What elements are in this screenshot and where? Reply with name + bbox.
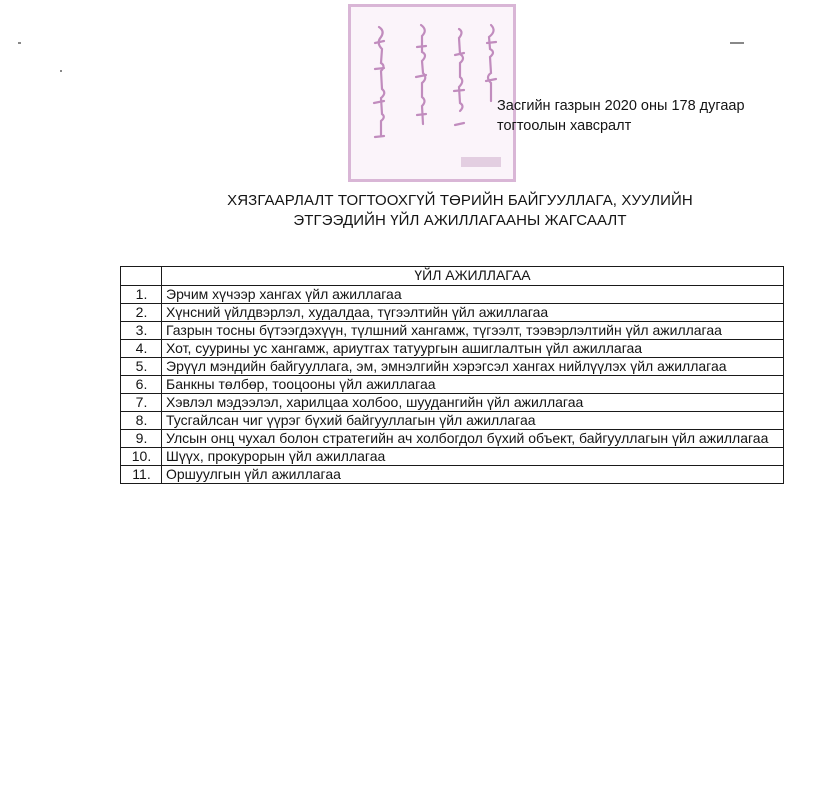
document-title xyxy=(100,191,820,231)
row-number: 10. xyxy=(121,448,162,466)
row-activity: Эрүүл мэндийн байгууллага, эм, эмнэлгийн хэрэгсэл хангах нийлүүлэх үйл ажиллагаа xyxy=(162,358,784,376)
row-number: 3. xyxy=(121,322,162,340)
table-row xyxy=(121,286,784,304)
row-activity: Хүнсний үйлдвэрлэл, худалдаа, түгээлтийн үйл ажиллагаа xyxy=(162,304,784,322)
table-row xyxy=(121,430,784,448)
row-activity: Улсын онц чухал болон стратегийн ач холбогдол бүхий объект, байгууллагын үйл ажиллагаа xyxy=(162,430,784,448)
header-number-cell xyxy=(121,267,162,286)
scan-speck xyxy=(730,42,744,44)
table-row xyxy=(121,340,784,358)
scan-speck xyxy=(18,42,21,44)
row-activity: Газрын тосны бүтээгдэхүүн, түлшний хангамж, түгээлт, тээвэрлэлтийн үйл ажиллагаа xyxy=(162,322,784,340)
table-row xyxy=(121,358,784,376)
row-activity: Эрчим хүчээр хангах үйл ажиллагаа xyxy=(162,286,784,304)
title-line-2: ЭТГЭЭДИЙН ҮЙЛ АЖИЛЛАГААНЫ ЖАГСААЛТ xyxy=(293,212,627,229)
table-row xyxy=(121,322,784,340)
row-activity: Хот, суурины ус хангамж, ариутгах татуургын ашиглалтын үйл ажиллагаа xyxy=(162,340,784,358)
official-seal-stamp xyxy=(348,4,516,182)
row-number: 8. xyxy=(121,412,162,430)
annex-line-2: тогтоолын хавсралт xyxy=(497,118,632,134)
table-row xyxy=(121,394,784,412)
table-row xyxy=(121,448,784,466)
seal-script-icon xyxy=(351,7,513,179)
row-activity: Тусгайлсан чиг үүрэг бүхий байгууллагын үйл ажиллагаа xyxy=(162,412,784,430)
row-number: 9. xyxy=(121,430,162,448)
table-row xyxy=(121,412,784,430)
scan-speck xyxy=(60,70,62,72)
row-number: 1. xyxy=(121,286,162,304)
row-number: 11. xyxy=(121,466,162,484)
row-activity: Хэвлэл мэдээлэл, харилцаа холбоо, шуудангийн үйл ажиллагаа xyxy=(162,394,784,412)
row-activity: Банкны төлбөр, тооцооны үйл ажиллагаа xyxy=(162,376,784,394)
row-number: 4. xyxy=(121,340,162,358)
row-activity: Шүүх, прокурорын үйл ажиллагаа xyxy=(162,448,784,466)
row-number: 2. xyxy=(121,304,162,322)
annex-note xyxy=(497,96,797,136)
header-activity-cell: ҮЙЛ АЖИЛЛАГАА xyxy=(162,267,784,286)
table-row xyxy=(121,376,784,394)
table-row xyxy=(121,304,784,322)
table-row xyxy=(121,466,784,484)
title-line-1: ХЯЗГААРЛАЛТ ТОГТООХГҮЙ ТӨРИЙН БАЙГУУЛЛАГА, ХУУЛИЙН xyxy=(227,192,693,209)
activities-table xyxy=(120,266,784,484)
row-number: 7. xyxy=(121,394,162,412)
row-number: 6. xyxy=(121,376,162,394)
row-number: 5. xyxy=(121,358,162,376)
annex-line-1: Засгийн газрын 2020 оны 178 дугаар xyxy=(497,98,745,114)
row-activity: Оршуулгын үйл ажиллагаа xyxy=(162,466,784,484)
table-header-row xyxy=(121,267,784,286)
